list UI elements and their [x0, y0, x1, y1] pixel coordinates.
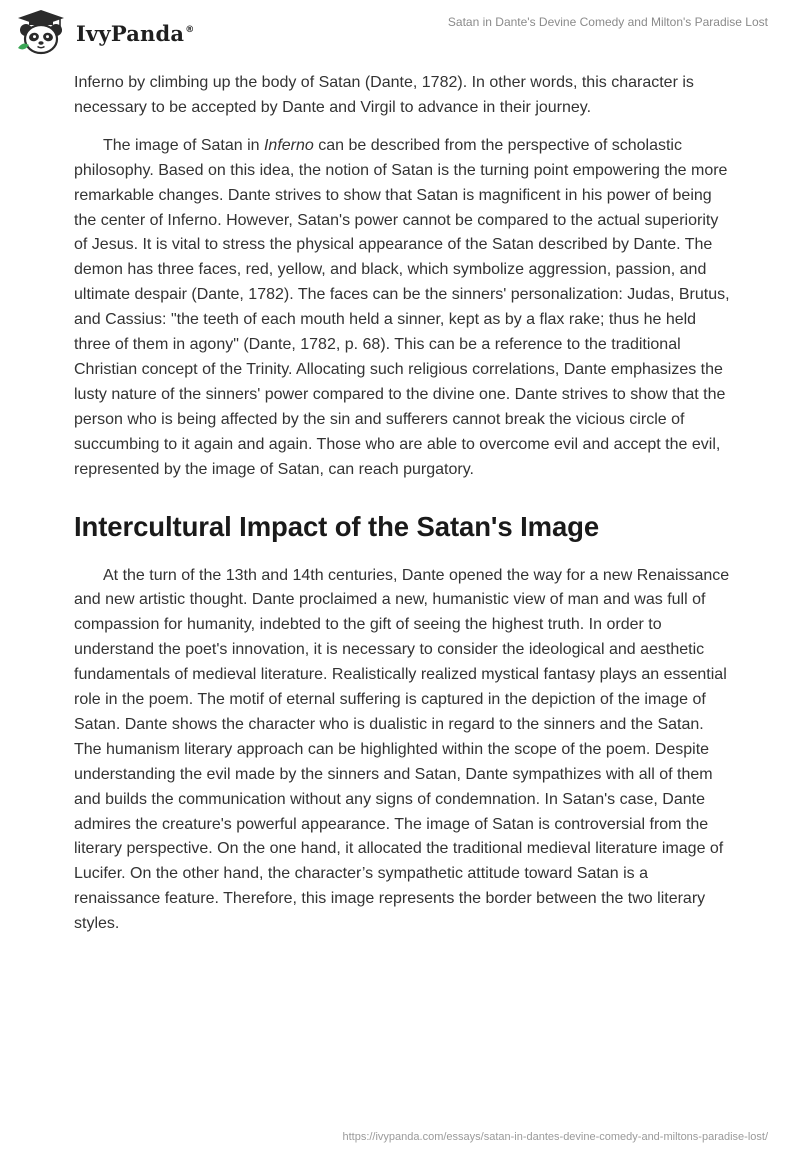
brand-registered-mark: ®: [185, 24, 195, 35]
source-url[interactable]: https://ivypanda.com/essays/satan-in-dantes-devine-comedy-and-miltons-paradise-lost/: [342, 1131, 768, 1143]
brand-name: IvyPanda®: [76, 20, 195, 46]
brand-logo[interactable]: [12, 8, 194, 56]
essay-body: [74, 71, 734, 937]
page-header: [0, 0, 800, 64]
panda-graduate-icon: [12, 8, 70, 56]
paragraph-2: [74, 134, 734, 483]
paragraph-1: Inferno by climbing up the body of Satan (Dante, 1782). In other words, this character is necessary to be accepted by Dante and Virgil to advance in their journey.: [74, 74, 694, 116]
section-heading: Intercultural Impact of the Satan's Image: [74, 510, 600, 542]
paragraph-3: At the turn of the 13th and 14th centuries, Dante opened the way for a new Renaissance and new artistic thought. Dante proclaimed a new, humanistic view of man and was full of compassion for humanity, indebted to the gift of seeing the highest truth. In order to understand the poet's innovation, it is necessary to consider the ideological and aesthetic fundamentals of medieval literature. Realistically realized mystical fantasy plays an essential role in the poem. The motif of eternal suffering is captured in the depiction of the image of Satan. Dante shows the character who is dualistic in regard to the sinners and the Satan. The humanism literary approach can be highlighted within the scope of the poem. Despite understanding the evil made by the sinners and Satan, Dante sympathizes with all of them and builds the communication without any signs of condemnation. In Satan's case, Dante admires the creature's powerful appearance. The image of Satan is controversial from the literary perspective. On the one hand, it allocated the traditional medieval literature image of Lucifer. On the other hand, the character’s sympathetic attitude toward Satan is a renaissance feature. Therefore, this image represents the border between the two literary styles.: [74, 566, 730, 933]
paragraph-2-rest: can be described from the perspective of scholastic philosophy. Based on this idea, the notion of Satan is the turning point empowering the more remarkable changes. Dante strives to show that Satan is magnificent in his power of being the center of Inferno. However, Satan's power cannot be compared to the actual superiority of Jesus. It is vital to stress the physical appearance of the Satan described by Dante. The demon has three faces, red, yellow, and black, which symbolize aggression, passion, and ultimate despair (Dante, 1782). The faces can be the sinners' personalization: Judas, Brutus, and Cassius: "the teeth of each mouth held a sinner, kept as by a flax rake; thus he held three of them in agony" (Dante, 1782, p. 68). This can be a reference to the traditional Christian concept of the Trinity. Allocating such religious correlations, Dante emphasizes the lusty nature of the sinners' power compared to the divine one. Dante strives to show that the person who is being affected by the sin and sufferers cannot break the vicious circle of succumbing to it again and again. Those who are able to overcome evil and accept the evil, represented by the image of Satan, can reach purgatory.: [74, 136, 730, 478]
inferno-title: Inferno: [263, 136, 314, 154]
paragraph-2-start: The image of Satan in: [103, 136, 264, 154]
running-title: Satan in Dante's Devine Comedy and Milton's Paradise Lost: [447, 15, 768, 29]
